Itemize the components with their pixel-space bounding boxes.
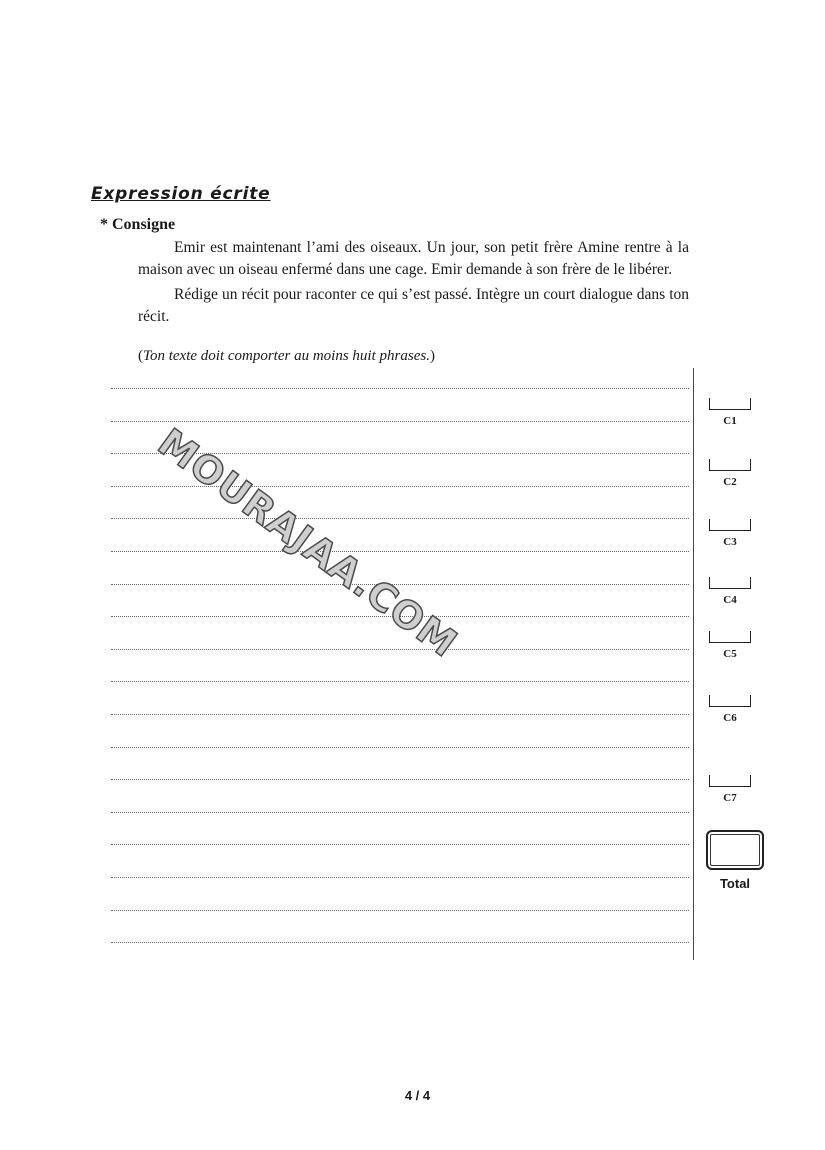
length-note	[138, 348, 435, 365]
writing-line[interactable]	[111, 518, 689, 519]
total-score-box[interactable]	[706, 830, 764, 870]
writing-line[interactable]	[111, 877, 689, 878]
consigne-heading: * Consigne	[100, 216, 176, 233]
score-box[interactable]	[709, 775, 751, 787]
criterion-label: C6	[723, 712, 737, 724]
section-title: Expression écrite	[91, 184, 271, 204]
writing-line[interactable]	[111, 616, 689, 617]
writing-line[interactable]	[111, 779, 689, 780]
criterion-3	[706, 519, 754, 548]
total-label: Total	[719, 876, 751, 891]
writing-line[interactable]	[111, 681, 689, 682]
criterion-label: C3	[723, 536, 737, 548]
criterion-label: C7	[723, 792, 737, 804]
note-open-paren: (	[138, 348, 143, 364]
criterion-label: C5	[723, 648, 737, 660]
consigne-paragraph: Emir est maintenant l’ami des oiseaux. Un jour, son petit frère Amine rentre à la maison avec un oiseau enfermé dans une cage. Emir demande à son frère de le libérer.	[138, 239, 689, 278]
criterion-label: C2	[723, 476, 737, 488]
writing-line[interactable]	[111, 812, 689, 813]
score-box[interactable]	[709, 519, 751, 531]
score-box[interactable]	[709, 398, 751, 410]
criterion-5	[706, 631, 754, 660]
consigne-text	[138, 237, 689, 331]
score-box[interactable]	[709, 459, 751, 471]
writing-line[interactable]	[111, 551, 689, 552]
consigne-paragraph: Rédige un récit pour raconter ce qui s’est passé. Intègre un court dialogue dans ton récit.	[138, 286, 689, 325]
writing-line[interactable]	[111, 388, 689, 389]
writing-line[interactable]	[111, 584, 689, 585]
criterion-4	[706, 577, 754, 606]
total-score	[703, 830, 767, 891]
note-text: Ton texte doit comporter au moins huit phrases.	[143, 348, 430, 364]
criterion-1	[706, 398, 754, 427]
writing-line[interactable]	[111, 714, 689, 715]
score-box[interactable]	[709, 577, 751, 589]
writing-line[interactable]	[111, 453, 689, 454]
page-number: 4 / 4	[404, 1088, 431, 1103]
writing-line[interactable]	[111, 910, 689, 911]
criterion-label: C4	[723, 594, 737, 606]
writing-line[interactable]	[111, 421, 689, 422]
criterion-6	[706, 695, 754, 724]
score-box[interactable]	[709, 695, 751, 707]
score-box[interactable]	[709, 631, 751, 643]
writing-line[interactable]	[111, 486, 689, 487]
writing-line[interactable]	[111, 649, 689, 650]
watermark: MOURAJAA.COM	[150, 420, 466, 666]
criteria-column	[700, 0, 770, 1150]
criterion-7	[706, 775, 754, 804]
writing-line[interactable]	[111, 844, 689, 845]
margin-divider	[693, 368, 694, 960]
note-close-paren: )	[429, 348, 435, 364]
writing-area[interactable]	[111, 388, 689, 948]
writing-line[interactable]	[111, 942, 689, 943]
criterion-2	[706, 459, 754, 488]
criterion-label: C1	[723, 415, 737, 427]
writing-line[interactable]	[111, 747, 689, 748]
